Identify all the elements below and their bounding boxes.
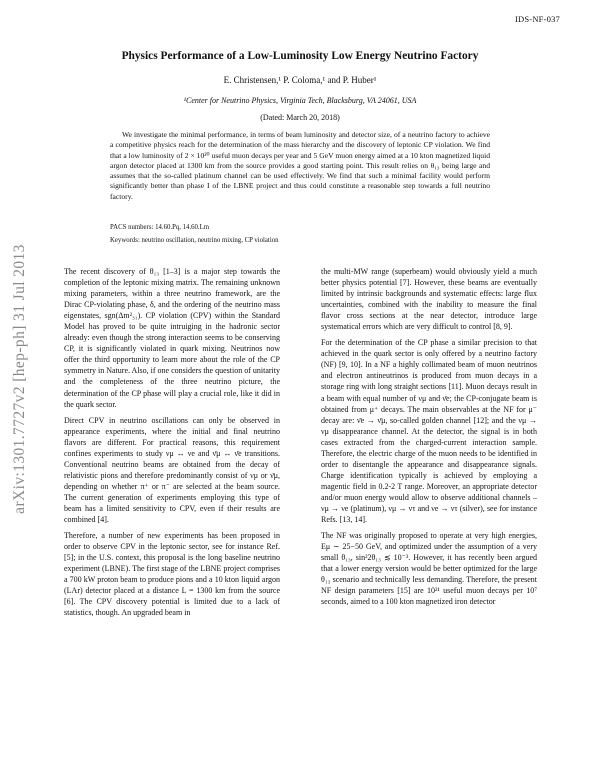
affiliation: ¹Center for Neutrino Physics, Virginia Tech, Blacksburg, VA 24061, USA [183,96,417,105]
paragraph: Therefore, a number of new experiments has been proposed in order to observe CPV in the leptonic sector, see for instance Ref. [5]; in the U.S. context, this proposal is the long baseline neutrino experiment (LBNE). The first stage of the LBNE project comprises a 700 kW proton beam to produce pions and a 10 kton liquid argon (LAr) detector placed at a distance L = 1300 km from the source [6]. The CPV discovery potential is limited due to a lack of statistics, though. An upgraded beam in [64,531,280,618]
left-column [64,266,280,623]
paragraph: For the determination of the CP phase a similar precision to that achieved in the quark sector is only offered by a neutrino factory (NF) [9, 10]. In a NF a highly collimated beam of muon neutrinos and electron antineutrinos is produced from muon decays in a storage ring with long straight sections [11]. Muon decays result in a beam with equal number of νμ and ν̄e; the CP-conjugate beam is obtained from μ⁺ decays. The main observables at the NF for μ⁻ decay are: ν̄e → ν̄μ, so-called golden channel [12]; and the νμ → νμ disappearance channel. At the detector, the signal is in both cases extracted from the charged-current interaction sample. Therefore, the electric charge of the muon needs to be identified in order to disentangle the appearance and disappearance signals. Charge identification typically is achieved by employing a magentic field in 0.2-2 T range. Moreover, an appropriate detector and/or muon energy would allow to observe additional channels – νμ → νe (platinum), νμ → ντ and νe → ντ (silver), see for instance Refs. [13, 14]. [321,338,537,525]
right-column [321,266,537,612]
paragraph: Direct CPV in neutrino oscillations can only be observed in appearance experiments, where the initial and final neutrino flavors are different. For practical reasons, this requirement confines experiments to study νμ ↔ νe and ν̄μ ↔ ν̄e transitions. Conventional neutrino beams are obtained from the decay of relativistic pions and therefore predominantly consist of νμ or ν̄μ, depending on whether π⁺ or π⁻ are selected at the beam source. The current generation of experiments employing this type of beam has a limited sensitivity to CPV, even if their results are combined [4]. [64,415,280,525]
arxiv-stamp: arXiv:1301.7727v2 [hep-ph] 31 Jul 2013 [11,244,28,514]
report-id: IDS-NF-037 [515,14,560,24]
keywords: Keywords: neutrino oscillation, neutrino mixing, CP violation [110,237,279,244]
paper-title: Physics Performance of a Low-Luminosity Low Energy Neutrino Factory [121,50,479,62]
paragraph: the multi-MW range (superbeam) would obviously yield a much better physics potential [7]. However, these beams are eventually limited by intrinsic backgrounds and systematic effects: large flux uncertainties, combined with the inability to measure the final flavor cross sections at the near detector, introduce large systematical errors which are very difficult to control [8, 9]. [321,267,537,332]
date-line: (Dated: March 20, 2018) [260,113,340,122]
authors: E. Christensen,¹ P. Coloma,¹ and P. Huber¹ [223,75,377,85]
paragraph: The NF was originally proposed to operate at very high energies, Eμ ∼ 25−50 GeV, and optimized under the assumption of a very small θ₁₃, sin²2θ₁₃ ≲ 10⁻³. However, it has recently been argued that a lower energy version would be better optimized for the large θ₁₃ scenario and technically less demanding. Therefore, the present NF design parameters [15] are 10²¹ useful muon decays per 10⁷ seconds, aimed to a 100 kton magnetized iron detector [321,531,537,607]
pacs-numbers: PACS numbers: 14.60.Pq, 14.60.Lm [110,224,210,231]
paragraph: The recent discovery of θ₁₃ [1–3] is a major step towards the completion of the leptonic mixing matrix. The remaining unknown mixing parameters, within a three neutrino framework, are the Dirac CP-violating phase, δ, and the ordering of the neutrino mass eigenstates, sgn(Δm²₃₁). CP violation (CPV) within the Standard Model has proved to be quite intruiging in the hadronic sector already: even though the strong interaction seems to be conserving CP, it is significantly violated in quark mixing. Neutrinos now offer the third opportunity to learn more about the role of the CP symmetry in Nature. Also, if one considers the question of unitarity and the completeness of the three neutrino picture, the determination of the CP phase will play a crucial role, like it did in the quark sector. [64,267,280,409]
abstract: We investigate the minimal performance, in terms of beam luminosity and detector size, of a neutrino factory to achieve a competitive physics reach for the determination of the mass hierarchy and the discovery of leptonic CP violation. We find that a low luminosity of 2 × 10²⁰ useful muon decays per year and 5 GeV muon energy aimed at a 10 kton magnetized liquid argon detector placed at 1300 km from the source provides a good starting point. This result relies on θ₁₃ being large and assumes that the so-called platinum channel can be used effectively. We find that such a minimal facility would perform significantly better than phase I of the LBNE project and thus could constitute a reasonable step towards a full neutrino factory. [110,130,490,201]
